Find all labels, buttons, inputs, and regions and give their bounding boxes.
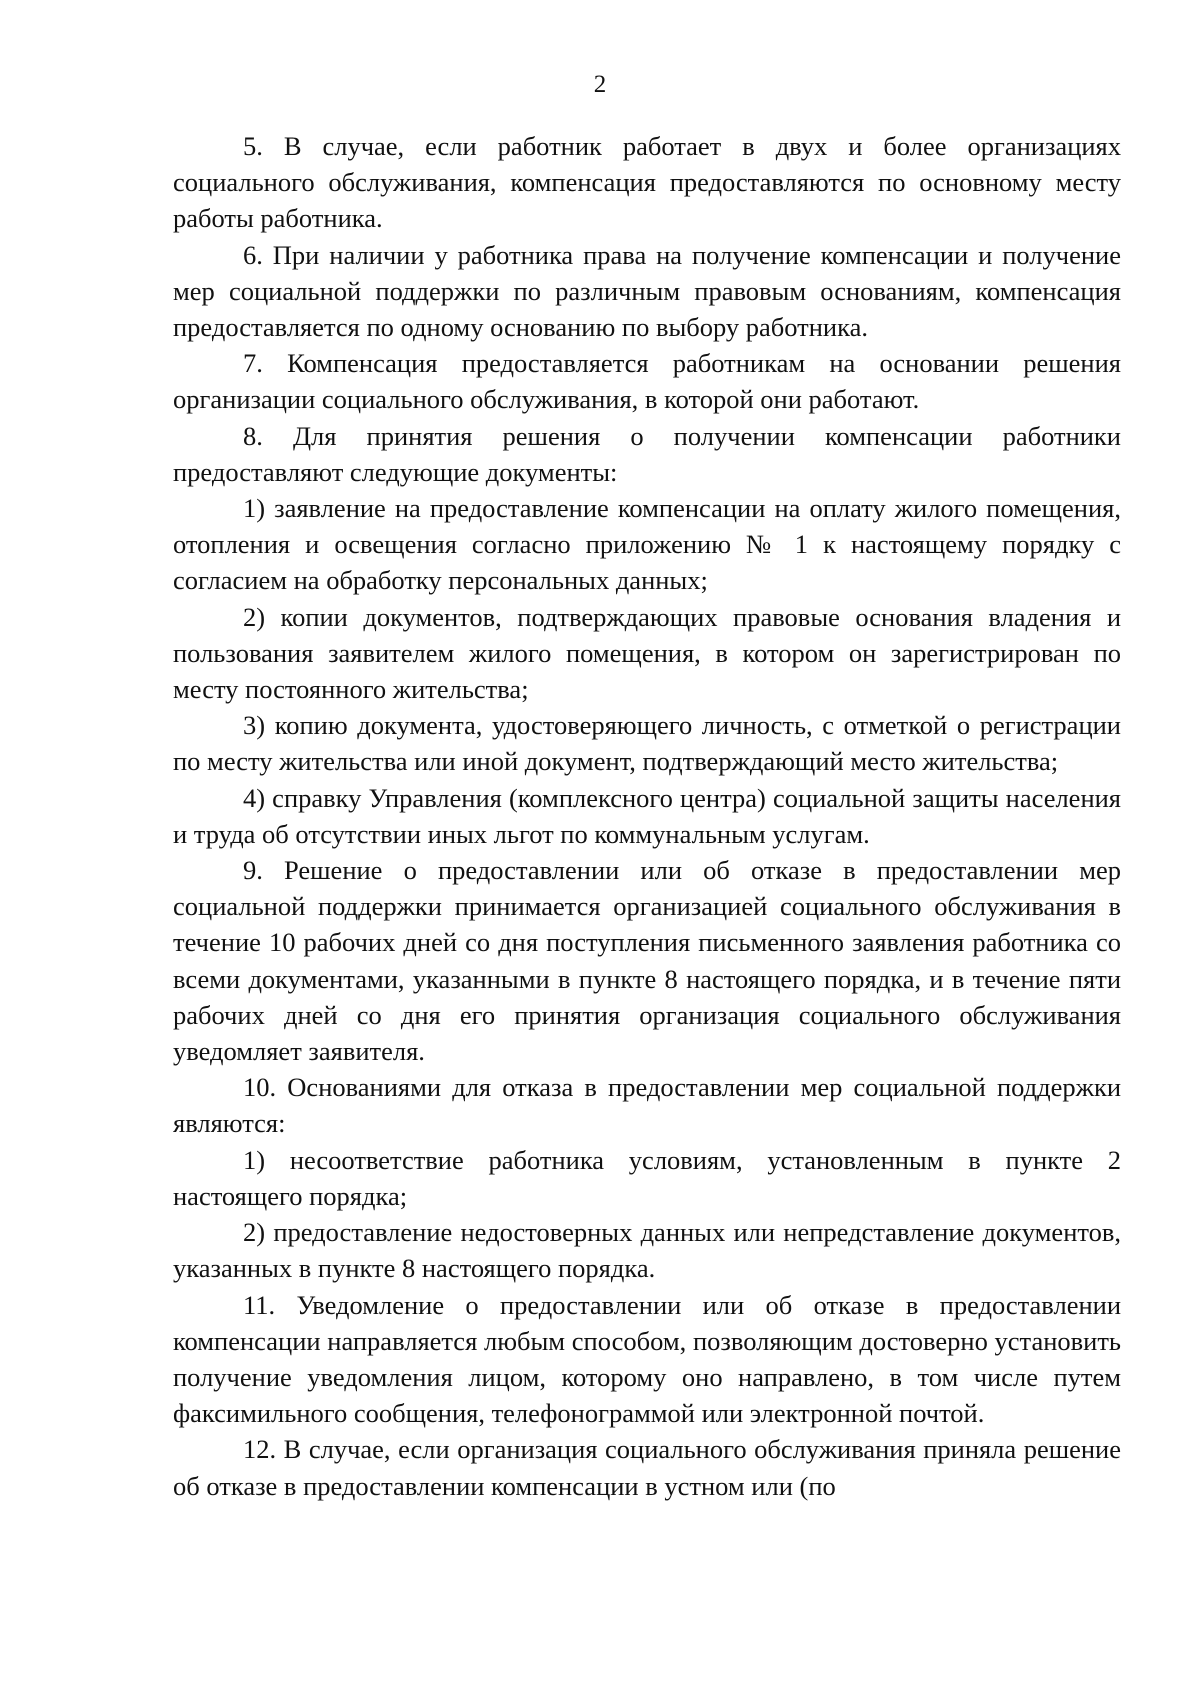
paragraph-9: 9. Решение о предоставлении или об отказе в предоставлении мер социальной поддержки принимается организацией социального обслуживания в течение 10 рабочих дней со дня поступления письменного заявления работника со всеми документами, указанными в пункте 8 настоящего порядка, и в течение пяти рабочих дней со дня его принятия организация социального обслуживания уведомляет заявителя. (173, 855, 1121, 1067)
paragraph-5: 5. В случае, если работник работает в двух и более организациях социального обслуживания, компенсация предоставляются по основному месту работы работника. (173, 131, 1121, 234)
paragraph-8-item-4: 4) справку Управления (комплексного центра) социальной защиты населения и труда об отсутствии иных льгот по коммунальным услугам. (173, 782, 1121, 849)
paragraph-10: 10. Основаниями для отказа в предоставлении мер социальной поддержки являются: (173, 1072, 1121, 1139)
paragraph-10-item-2: 2) предоставление недостоверных данных или непредставление документов, указанных в пункте 8 настоящего порядка. (173, 1217, 1121, 1284)
paragraph-12: 12. В случае, если организация социального обслуживания приняла решение об отказе в предоставлении компенсации в устном или (по (173, 1434, 1121, 1501)
paragraph-10-item-1: 1) несоответствие работника условиям, установленным в пункте 2 настоящего порядка; (173, 1144, 1121, 1211)
paragraph-8-item-3: 3) копию документа, удостоверяющего личность, с отметкой о регистрации по месту жительства или иной документ, подтверждающий место жительства; (173, 710, 1121, 777)
paragraph-11: 11. Уведомление о предоставлении или об отказе в предоставлении компенсации направляется любым способом, позволяющим достоверно установить получение уведомления лицом, которому оно направлено, в том числе путем факсимильного сообщения, телефонограммой или электронной почтой. (173, 1289, 1121, 1429)
page-number: 2 (593, 71, 607, 98)
paragraph-7: 7. Компенсация предоставляется работникам на основании решения организации социального обслуживания, в которой они работают. (173, 348, 1121, 415)
paragraph-6: 6. При наличии у работника права на получение компенсации и получение мер социальной поддержки по различным правовым основаниям, компенсация предоставляется по одному основанию по выбору работника. (173, 239, 1121, 343)
paragraph-8-item-1: 1) заявление на предоставление компенсации на оплату жилого помещения, отопления и освещения согласно приложению № 1 к настоящему порядку с согласием на обработку персональных данных; (173, 493, 1121, 596)
document-body (173, 128, 1121, 1504)
paragraph-8: 8. Для принятия решения о получении компенсации работники предоставляют следующие документы: (173, 420, 1121, 487)
paragraph-8-item-2: 2) копии документов, подтверждающих правовые основания владения и пользования заявителем жилого помещения, в котором он зарегистрирован по месту постоянного жительства; (173, 601, 1121, 705)
